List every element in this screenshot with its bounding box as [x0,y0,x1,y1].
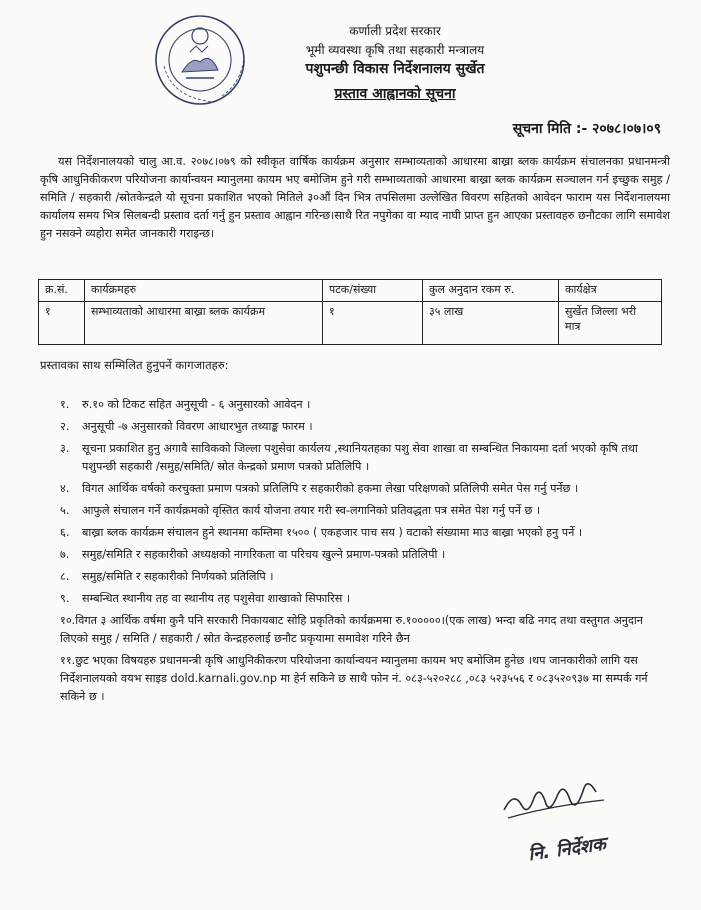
cell-area: सुर्खेत जिल्ला भरी मात्र [559,302,662,345]
notice-date: सूचना मिति :- २०७८।०७।०९ [512,121,661,137]
item-number: ९. [60,592,70,605]
item-number: २. [60,420,70,433]
item-text: विगत ३ आर्थिक वर्षमा कुनै पनि सरकारी निकायबाट सोहि प्रकृतिको कार्यक्रममा रु.१०००००।(एक लाख) भन्दा बढि नगद तथा वस्तुगत अनुदान लिएको समुह / समिति / सहकारी / स्रोत केन्द्रहरुलाई छनौट प्रकृयामा समावेश गरिने छैन [60,614,643,645]
col-header-serial: क्र.सं. [39,280,85,302]
list-item [60,590,665,608]
item-number: ७. [60,548,70,561]
list-item [60,546,665,564]
item-text: सूचना प्रकाशित हुनु अगावै साविकको जिल्ला पशुसेवा कार्यलय ,स्थानियतहका पशु सेवा शाखा वा सम्बन्धित निकायमा दर्ता भएको कृषि तथा पशुपन्छी सहकारी /समुह/समिति/ स्रोत केन्द्रको प्रमाण पत्रको प्रतिलिपि । [82,442,638,473]
list-item [60,480,665,498]
intro-paragraph: यस निर्देशनालयको चालु आ.व. २०७८।०७९ को स्वीकृत वार्षिक कार्यक्रम अनुसार सम्भाव्यताको आधारमा बाख्रा ब्लक कार्यक्रम संचालनका प्रधानमन्त्री कृषि आधुनिकीकरण परियोजना कार्यान्वयन म्यानुलमा कायम भए बमोजिम हुने गरी सम्भाव्यताको आधारमा बाख्रा ब्लक कार्यक्रम सञ्चालन गर्न इच्छुक समुह / समिति / सहकारी /स्रोतकेन्द्रले यो सूचना प्रकाशित भएको मितिले ३०औं दिन भित्र तपसिलमा उल्लेखित विवरण सहितको आवेदन फाराम यस निर्देशनालयमा कार्यालय समय भित्र सिलबन्दी प्रस्ताव दर्ता गर्नु हुन प्रस्ताव आह्वान गरिन्छ।साथै रित नपुगेका वा म्याद नाघी प्राप्त हुन आएका प्रस्तावहरु छनौटका लागि समावेश हुन नसक्ने व्यहोरा समेत जानकारी गराइन्छ। [40,155,670,240]
item-number: ३. [60,442,70,455]
item-number: १. [60,398,70,411]
item-number: ४. [60,482,70,495]
col-header-area: कार्यक्षेत्र [559,280,662,302]
item-number: ८. [60,570,70,583]
col-header-count: पटक/संख्या [323,280,423,302]
header-province: कर्णाली प्रदेश सरकार [349,24,441,38]
list-item [60,652,665,706]
cell-grant: ३५ लाख [423,302,559,345]
signatory-title: नि. निर्देशक [526,833,608,866]
item-text: बाख्रा ब्लक कार्यक्रम संचालन हुने स्थानमा कम्तिमा १५०० ( एकहजार पाच सय ) वटाको संख्यामा माउ बाख्रा भएको हनु पर्ने । [82,526,583,539]
item-text: अनुसूची -७ अनुसारको विवरण आधारभुत तथ्याङ्क फारम । [82,420,313,433]
cell-serial: १ [39,302,85,345]
list-item [60,396,665,414]
item-text: समुह/समिति र सहकारीको अध्यक्षको नागरिकता वा परिचय खुल्ने प्रमाण-पत्रको प्रतिलिपी । [82,548,446,561]
list-item [60,502,665,520]
item-text: समुह/समिति र सहकारीको निर्णयको प्रतिलिपि । [82,570,274,583]
item-text: सम्बन्धित स्थानीय तह वा स्थानीय तह पशुसेवा शाखाको सिफारिस । [82,592,351,605]
item-text: विगत आर्थिक वर्षको करचुक्ता प्रमाण पत्रको प्रतिलिपि र सहकारीको हकमा लेखा परिक्षणको प्रतिलिपी समेत पेस गर्नु पर्नेछ । [82,482,579,495]
item-number: ५. [60,504,70,517]
list-item [60,440,665,476]
item-text: आफुले संचालन गर्ने कार्यक्रमको वृस्तित कार्य योजना तयार गरी स्व-लगानिको प्रतिवद्धता पत्र समेत पेश गर्नु पर्ने छ । [82,504,541,517]
program-table [38,279,662,345]
item-number: ११. [60,654,76,667]
cell-program: सम्भाव्यताको आधारमा बाख्रा ब्लक कार्यक्रम [85,302,323,345]
documents-list [60,396,665,710]
item-text: छुट भएका विषयहरु प्रधानमन्त्री कृषि आधुनिकीकरण परियोजना कार्यान्वयन म्यानुलमा कायम भए बमोजिम हुनेछ ।थप जानकारीको लागि यस निर्देशनालयको वयभ साइड dold.karnali.gov.np मा हेर्न सकिने छ साथै फोन नं. ०८३-५२०२८८ ,०८३ ५२३५५६ र ०८३५२०९३७ मा सम्पर्क गर्न सकिने छ । [60,654,648,703]
office-seal-icon [152,12,248,108]
col-header-grant: कुल अनुदान रकम रु. [423,280,559,302]
header-ministry: भूमी व्यवस्था कृषि तथा सहकारी मन्त्रालय [305,43,485,57]
list-item [60,568,665,586]
handwritten-signature-icon [500,770,610,830]
table-row [39,302,662,345]
cell-count: १ [323,302,423,345]
header-directorate: पशुपन्छी विकास निर्देशनालय सुर्खेत [305,61,485,77]
list-item [60,612,665,648]
item-text: रु.१० को टिकट सहित अनुसूची - ६ अनुसारको आवेदन । [82,398,311,411]
item-number: १०. [60,614,76,627]
list-item [60,418,665,436]
table-header-row [39,280,662,302]
item-number: ६. [60,526,70,539]
col-header-program: कार्यक्रमहरु [85,280,323,302]
notice-title: प्रस्ताव आह्वानको सूचना [334,86,456,102]
list-item [60,524,665,542]
documents-heading: प्रस्तावका साथ सम्मिलित हुनुपर्ने कागजातहरु: [40,358,229,372]
